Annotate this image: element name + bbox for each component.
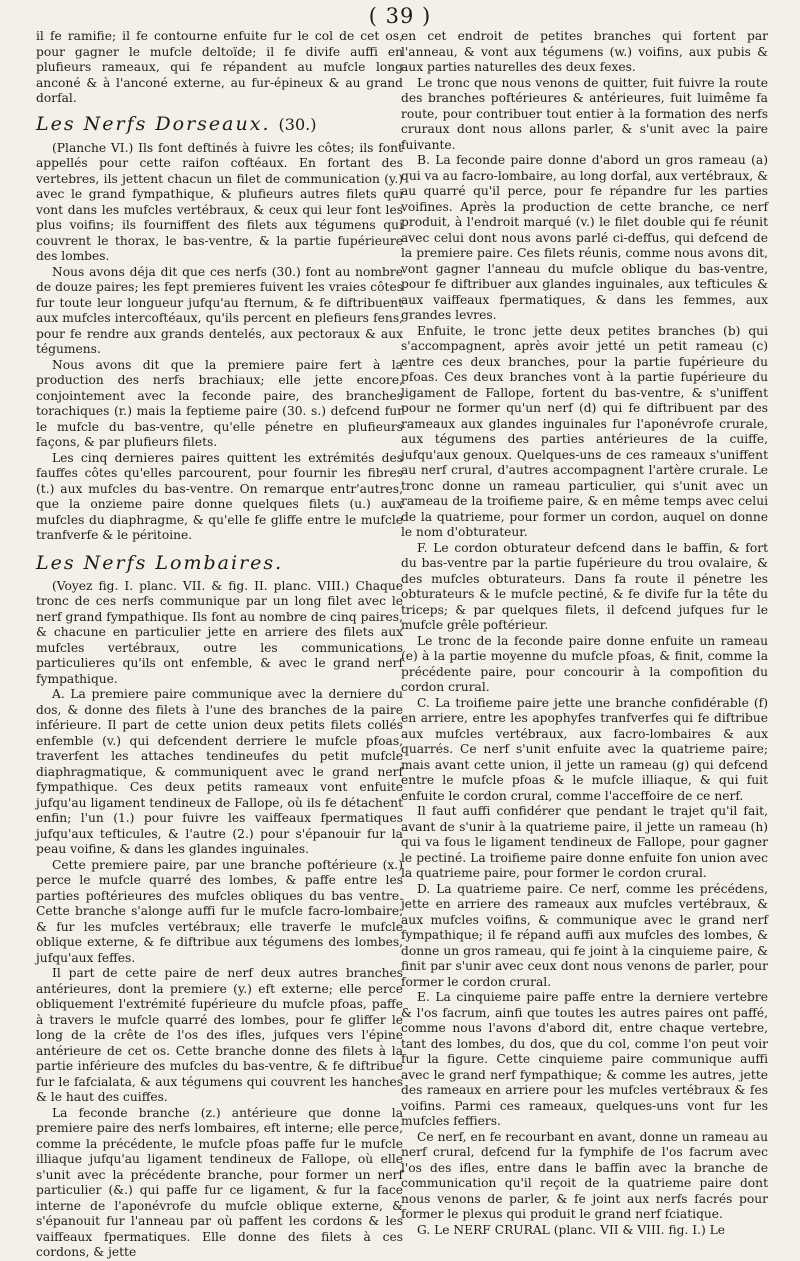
paragraph: D. La quatrieme paire. Ce nerf, comme les précédens, jette en arriere des rameaux aux mufcles vertébraux, & aux mufcles voifins, & communique avec le grand nerf fympathique; il fe répand auffi aux mufcles des lombes, & donne un gros rameau, qui fe joint à la cinquieme paire, & finit par s'unir avec ceux dont nous venons de parler, pour former le cordon crural. (401, 881, 768, 989)
paragraph: B. La feconde paire donne d'abord un gros rameau (a) qui va au facro-lombaire, au long dorfal, aux vertébraux, & au quarré qu'il perce, pour fe répandre fur les parties voifines. Après la production de cette branche, ce nerf produit, à l'endroit marqué (v.) le filet double qui fe réunit avec celui dont nous avons parlé ci-deffus, qui defcend de la premiere paire. Ces filets réunis, comme nous avons dit, vont gagner l'anneau du mufcle oblique du bas-ventre, pour fe diftribuer aux glandes inguinales, aux tefticules & aux vaiffeaux fpermatiques, & dans les femmes, aux grandes levres. (401, 153, 768, 322)
paragraph: Le tronc que nous venons de quitter, fuit fuivre la route des branches poftérieures & antérieures, fuit luimême fa route, pour contribuer tout entier à la formation des nerfs cruraux dont nous allons parler, & s'unit avec la paire fuivante. (401, 75, 768, 152)
paragraph: C. La troifieme paire jette une branche confidérable (f) en arriere, entre les apophyfes tranfverfes qui fe diftribue aux mufcles vertébraux, aux facro-lombaires & aux quarrés. Ce nerf s'unit enfuite avec la quatrieme paire; mais avant cette union, il jette un rameau (g) qui defcend entre le mufcle pfoas & le mufcle illiaque, & qui fuit enfuite le cordon crural, comme l'acceffoire de ce nerf. (401, 695, 768, 803)
paragraph: A. La premiere paire communique avec la derniere du dos, & donne des filets à l'une des branches de la paire inférieure. Il part de cette union deux petits filets collés enfemble (v.) qui defcendent derriere le mufcle pfoas, traverfent les attaches tendineufes du petit mufcle diaphragmatique, & communiquent avec le grand nerf fympathique. Ces deux petits rameaux vont enfuite jufqu'au ligament tendineux de Fallope, où ils fe détachent enfin; l'un (1.) pour fuivre les vaiffeaux fpermatiques jufqu'aux tefticules, & l'autre (2.) pour s'épanouir fur la peau voifine, & dans les glandes inguinales. (36, 687, 403, 856)
paragraph: Nous avons déja dit que ces nerfs (30.) font au nombre de douze paires; les fept premieres fuivent les vraies côtes fur toute leur longueur jufqu'au fternum, & fe diftribuent aux mufcles intercoftéaux, qu'ils percent en plefieurs fens, pour fe rendre aux grands dentelés, aux pectoraux & aux tégumens. (36, 264, 403, 356)
right-column (401, 29, 768, 1238)
paragraph: La feconde branche (z.) antérieure que donne la premiere paire des nerfs lombaires, eft interne; elle perce, comme la précédente, le mufcle pfoas paffe fur le mufcle illiaque jufqu'au ligament tendineux de Fallope, où elle s'unit avec la précédente branche, pour former un nerf particulier (&.) qui paffe fur ce ligament, & fur la face interne de l'aponévrofe du mufcle oblique externe, & s'épanouit fur l'anneau par où paffent les cordons & les vaiffeaux fpermatiques. Elle donne des filets à ces cordons, & jette (36, 1105, 403, 1259)
section-heading-number: (30.) (278, 114, 317, 134)
paragraph: Ce nerf, en fe recourbant en avant, donne un rameau au nerf crural, defcend fur la fymphife de l'os facrum avec l'os des ifles, entre dans le baffin avec la branche de communication qu'il reçoit de la quatrieme paire dont nous venons de parler, & fe joint aux nerfs facrés pour former le plexus qui produit le grand nerf fciatique. (401, 1129, 768, 1221)
paragraph: Le tronc de la feconde paire donne enfuite un rameau (e) à la partie moyenne du mufcle pfoas, & finit, comme la précédente paire, pour concourir à la compofition du cordon crural. (401, 633, 768, 694)
paragraph: Les cinq dernieres paires quittent les extrémités des fauffes côtes qu'elles parcourent, pour fournir les fibres (t.) aux mufcles du bas-ventre. On remarque entr'autres, que la onzieme paire donne quelques filets (u.) aux mufcles du diaphragme, & qu'elle fe gliffe entre le mufcle tranfverfe & le péritoine. (36, 450, 403, 542)
paragraph: en cet endroit de petites branches qui fortent par l'anneau, & vont aux tégumens (w.) voifins, aux pubis & aux parties naturelles des deux fexes. (401, 29, 768, 74)
paragraph: (Voyez fig. I. planc. VII. & fig. II. planc. VIII.) Chaque tronc de ces nerfs communique par un long filet avec le nerf grand fympathique. Ils font au nombre de cinq paires, & chacune en particulier jette en arriere des filets aux mufcles vertébraux, outre les communications particulieres qu'ils ont enfemble, & avec le grand nerf fympathique. (36, 578, 403, 686)
paragraph: Cette premiere paire, par une branche poftérieure (x.) perce le mufcle quarré des lombes, & paffe entre les parties poftérieures des mufcles obliques du bas ventre. Cette branche s'alonge auffi fur le mufcle facro-lombaire, & fur les mufcles vertébraux; elle traverfe le mufcle oblique externe, & fe diftribue aux tégumens des lombes, jufqu'aux feffes. (36, 857, 403, 965)
page-number: ( 39 ) (368, 4, 432, 28)
section-heading-lombaires: Les Nerfs Lombaires. (36, 551, 284, 574)
paragraph: F. Le cordon obturateur defcend dans le baffin, & fort du bas-ventre par la partie fupérieure du trou ovalaire, & des mufcles obturateurs. Dans fa route il pénetre les obturateurs & le mufcle pectiné, & fe divife fur la tête du triceps; & par quelques filets, il defcend jufques fur le mufcle grêle poftérieur. (401, 540, 768, 632)
paragraph: Il part de cette paire de nerf deux autres branches antérieures, dont la premiere (y.) eft externe; elle perce obliquement l'extrémité fupérieure du mufcle pfoas, paffe à travers le mufcle quarré des lombes, pour fe gliffer le long de la crête de l'os des ifles, jufques vers l'épine antérieure de cet os. Cette branche donne des filets à la partie inférieure des mufcles du bas-ventre, & fe diftribue fur le fafcialata, & aux tégumens qui couvrent les hanches & le haut des cuiffes. (36, 966, 403, 1104)
paragraph: G. Le NERF CRURAL (planc. VII & VIII. fig. I.) Le (417, 1222, 726, 1237)
paragraph: Il faut auffi confidérer que pendant le trajet qu'il fait, avant de s'unir à la quatrieme paire, il jette un rameau (h) qui va fous le ligament tendineux de Fallope, pour gagner le pectiné. La troifieme paire donne enfuite fon union avec la quatrieme paire, pour former le cordon crural. (401, 804, 768, 880)
paragraph: Enfuite, le tronc jette deux petites branches (b) qui s'accompagnent, après avoir jetté un petit rameau (c) entre ces deux branches, pour la partie fupérieure du pfoas. Ces deux branches vont à la partie fupérieure du ligament de Fallope, fortent du bas-ventre, & s'uniffent pour ne former qu'un nerf (d) qui fe diftribuent par des rameaux aux glandes inguinales fur l'aponévrofe crurale, aux tégumens des parties antérieures de la cuiffe, jufqu'aux genoux. Quelques-uns de ces rameaux s'uniffent au nerf crural, d'autres accompagnent l'artère crurale. Le tronc donne un rameau particulier, qui s'unit avec un rameau de la troifieme paire, & en même temps avec celui de la quatrieme, pour former un cordon, auquel on donne le nom d'obturateur. (401, 323, 768, 539)
paragraph: E. La cinquieme paire paffe entre la derniere vertebre & l'os facrum, ainfi que toutes les autres paires ont paffé, comme nous l'avons d'abord dit, entre chaque vertebre, tant des lombes, du dos, que du col, comme l'on peut voir fur la figure. Cette cinquieme paire communique auffi avec le grand nerf fympathique; & comme les autres, jette des rameaux en arriere pour les mufcles vertébraux & fes voifins. Parmi ces rameaux, quelques-uns vont fur les mufcles feffiers. (401, 990, 768, 1128)
paragraph: il fe ramifie; il fe contourne enfuite fur le col de cet os, pour gagner le mufcle deltoïde; il fe divife auffi en plufieurs rameaux, qui fe répandent au mufcle long anconé & à l'anconé externe, au fur-épineux & au grand dorfal. (36, 29, 403, 105)
paragraph: Nous avons dit que la premiere paire fert à la production des nerfs brachiaux; elle jette encore, conjointement avec la feconde paire, des branches torachiques (r.) mais la feptieme paire (30. s.) defcend fur le mufcle du bas-ventre, qu'elle pénetre en plufieurs façons, & par plufieurs filets. (36, 357, 403, 449)
section-heading-dorseaux (36, 113, 403, 136)
paragraph: (Planche VI.) Ils font deftinés à fuivre les côtes; ils font appellés pour cette raifon coftéaux. En fortant des vertebres, ils jettent chacun un filet de communication (y.) avec le grand fympathique, & plufieurs autres filets qui vont dans les mufcles vertébraux, & ceux qui leur font les plus voifins; ils fourniffent des filets aux tégumens qui couvrent le thorax, le bas-ventre, & la partie fupérieure des lombes. (36, 140, 403, 263)
section-heading-text: Les Nerfs Dorseaux. (36, 112, 271, 135)
left-column (36, 29, 403, 1261)
